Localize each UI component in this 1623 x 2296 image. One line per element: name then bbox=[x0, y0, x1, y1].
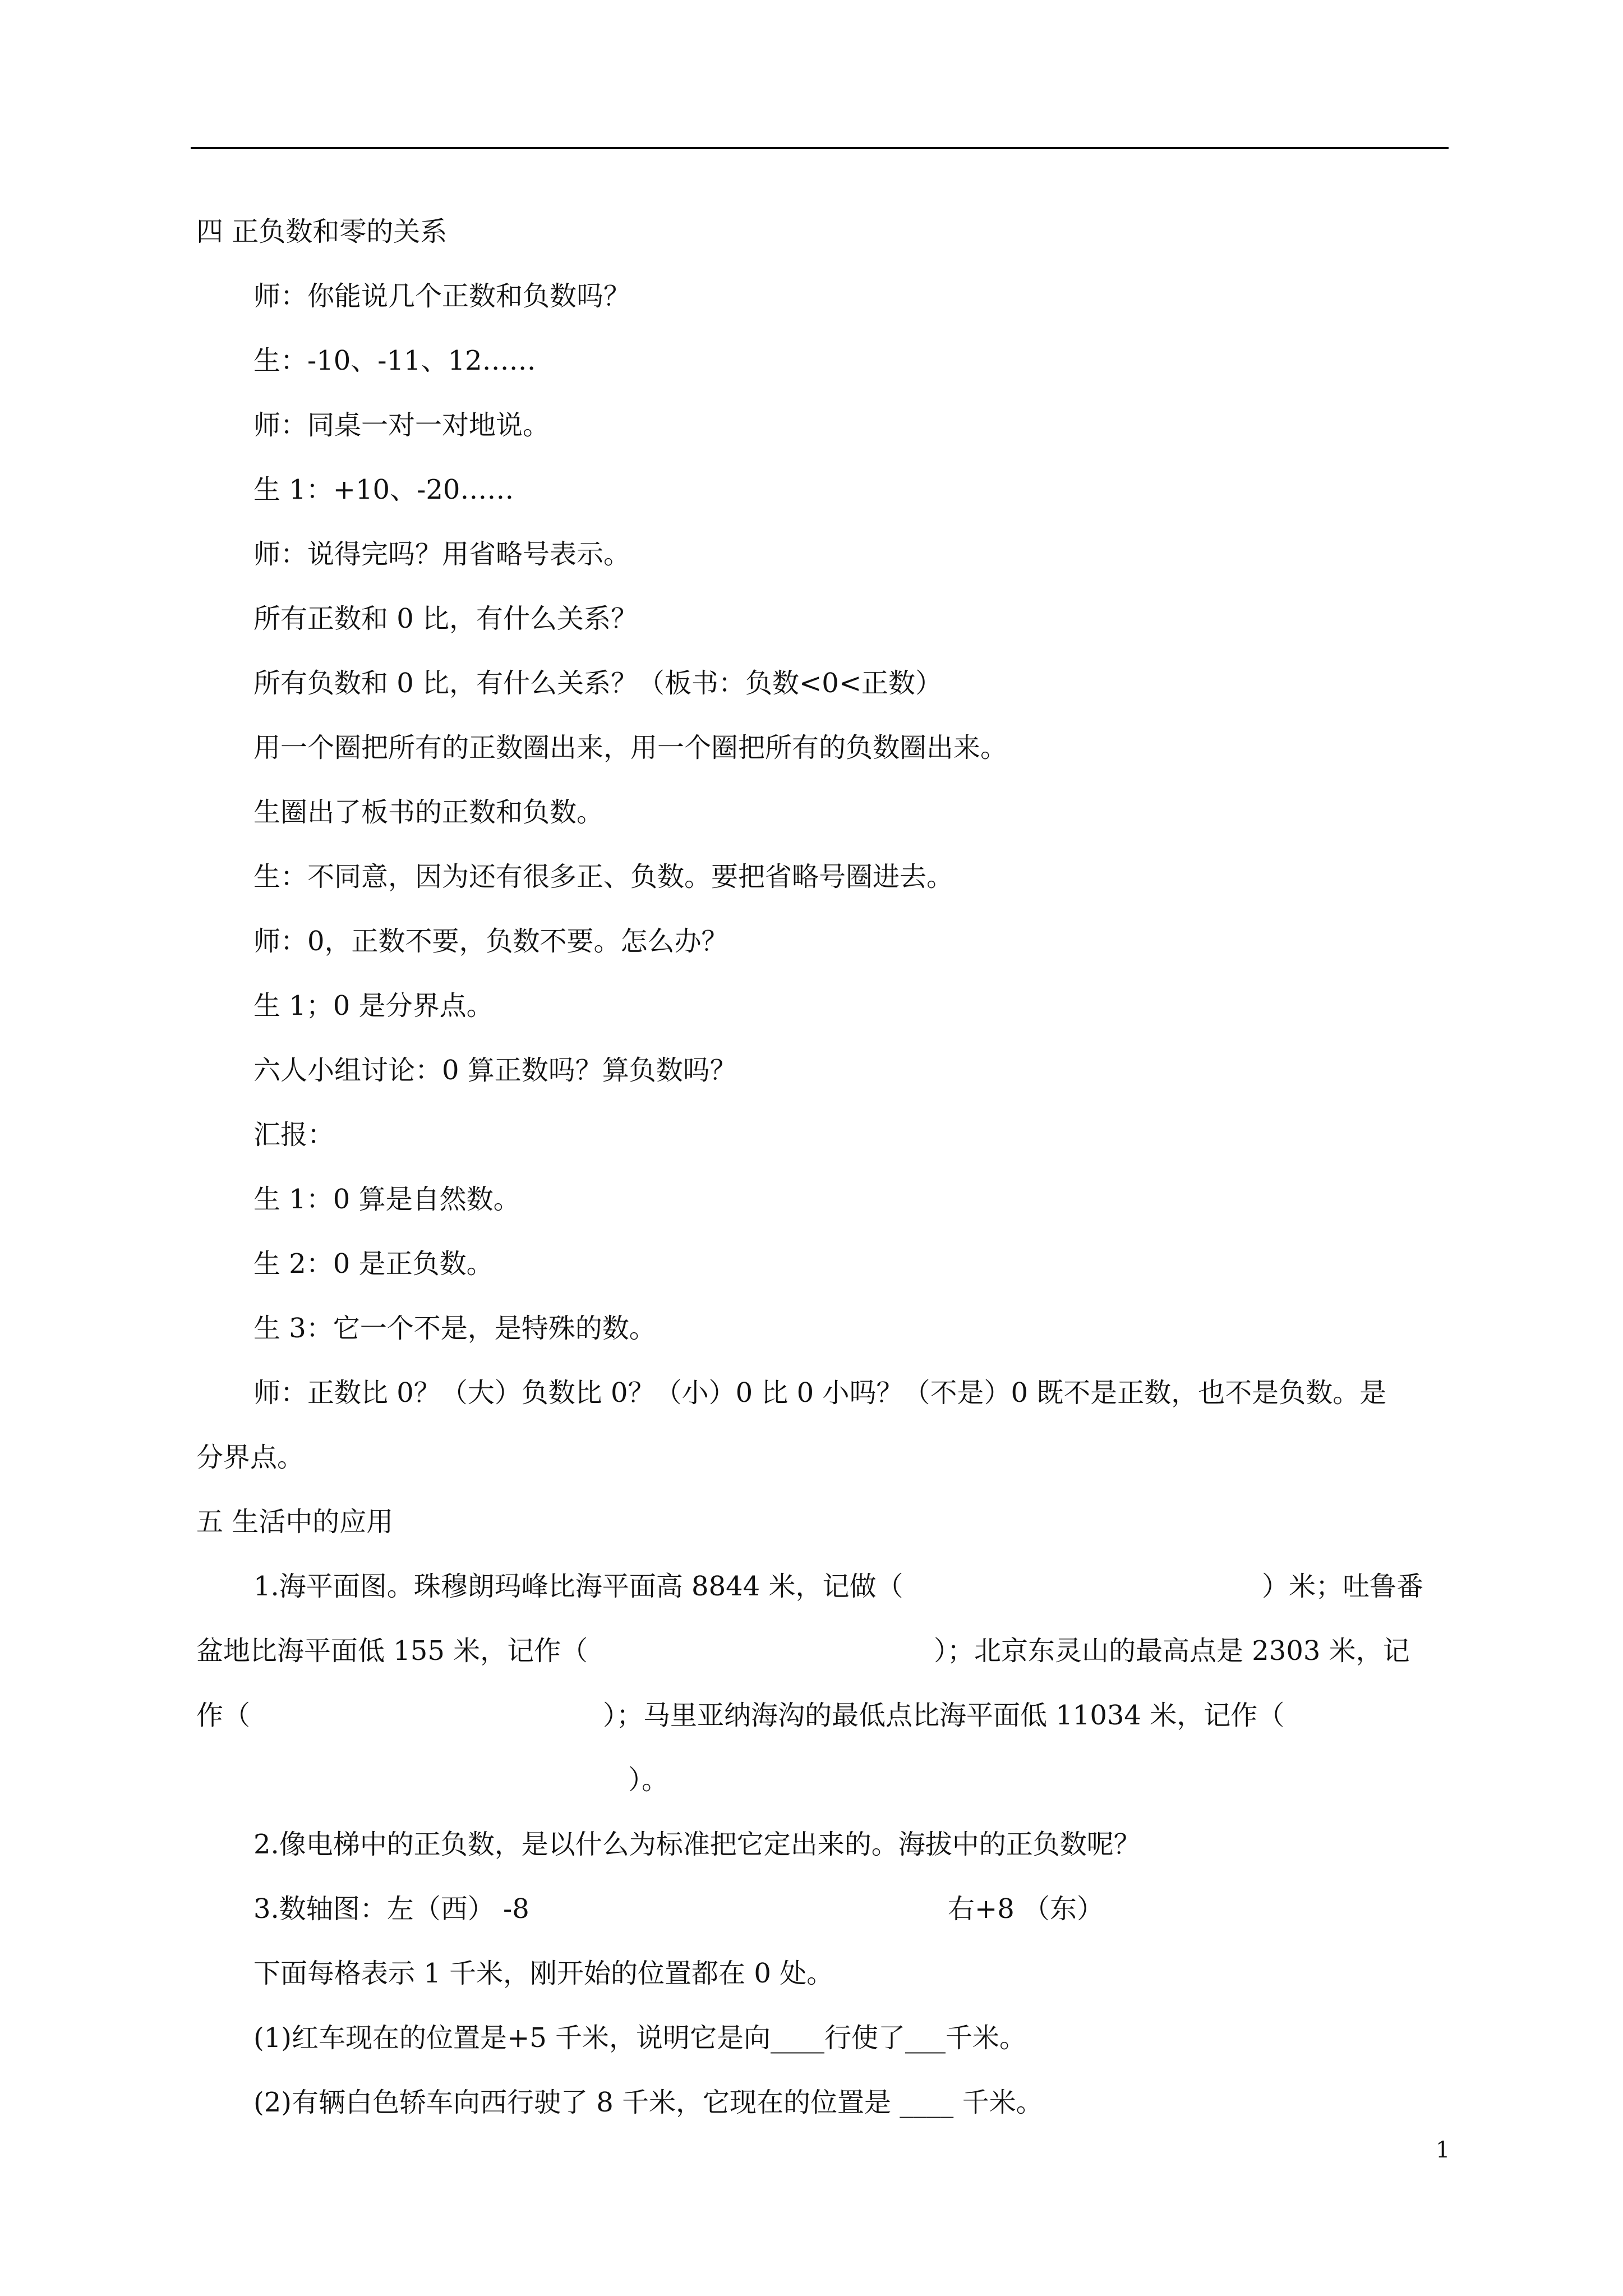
q1-line2-end: ）；北京东灵山的最高点是 2303 米，记 bbox=[934, 1635, 1410, 1667]
q3-sub2: (2)有辆白色轿车向西行驶了 8 千米，它现在的位置是 ____ 千米。 bbox=[253, 2087, 1043, 2118]
dialogue-line: 师：说得完吗？用省略号表示。 bbox=[253, 539, 631, 570]
section-5-title: 五 生活中的应用 bbox=[196, 1506, 394, 1538]
dialogue-line: 所有负数和 0 比，有什么关系？（板书：负数<0<正数） bbox=[253, 668, 943, 699]
q3-sub1: (1)红车现在的位置是+5 千米，说明它是向____行使了___千米。 bbox=[253, 2022, 1027, 2054]
dialogue-line: 生 1：+10、-20…… bbox=[253, 474, 514, 505]
q1-line3-end: ）；马里亚纳海沟的最低点比海平面低 11034 米，记作（ bbox=[603, 1700, 1285, 1731]
closing-line: 师：正数比 0？（大）负数比 0？（小）0 比 0 小吗？（不是）0 既不是正数，也不是负数。是 bbox=[253, 1377, 1387, 1409]
dialogue-line: 所有正数和 0 比，有什么关系？ bbox=[253, 603, 638, 634]
dialogue-line: 生：不同意，因为还有很多正、负数。要把省略号圈进去。 bbox=[253, 861, 954, 892]
q1-line1-end: ）米；吐鲁番 bbox=[1262, 1571, 1424, 1602]
q3-left-label: 3.数轴图：左（西） -8 bbox=[253, 1893, 529, 1925]
q2-line: 2.像电梯中的正负数，是以什么为标准把它定出来的。海拔中的正负数呢？ bbox=[253, 1829, 1141, 1860]
dialogue-line: 生圈出了板书的正数和负数。 bbox=[253, 797, 604, 828]
dialogue-line: 生 3：它一个不是，是特殊的数。 bbox=[253, 1313, 656, 1344]
q1-line3-start: 作（ bbox=[196, 1700, 251, 1731]
dialogue-line: 生 1：0 算是自然数。 bbox=[253, 1184, 520, 1215]
closing-line-continued: 分界点。 bbox=[196, 1442, 305, 1473]
dialogue-line: 生：-10、-11、12…… bbox=[253, 345, 536, 376]
dialogue-line: 师：同桌一对一对地说。 bbox=[253, 409, 550, 441]
dialogue-line: 生 2：0 是正负数。 bbox=[253, 1248, 494, 1280]
section-4-title: 四 正负数和零的关系 bbox=[196, 216, 448, 247]
dialogue-line: 师：你能说几个正数和负数吗？ bbox=[253, 280, 631, 312]
q1-line1-start: 1.海平面图。珠穆朗玛峰比海平面高 8844 米，记做（ bbox=[253, 1571, 903, 1602]
dialogue-line: 汇报： bbox=[253, 1119, 335, 1151]
dialogue-line: 用一个圈把所有的正数圈出来，用一个圈把所有的负数圈出来。 bbox=[253, 732, 1008, 763]
q1-line2-start: 盆地比海平面低 155 米，记作（ bbox=[196, 1635, 588, 1667]
dialogue-line: 师：0，正数不要，负数不要。怎么办？ bbox=[253, 926, 728, 957]
page-number: 1 bbox=[1436, 2137, 1450, 2163]
q3-note: 下面每格表示 1 千米，刚开始的位置都在 0 处。 bbox=[253, 1958, 834, 1989]
header-rule bbox=[191, 147, 1449, 149]
dialogue-line: 六人小组讨论：0 算正数吗？算负数吗？ bbox=[253, 1055, 737, 1086]
q3-right-label: 右+8 （东） bbox=[948, 1893, 1104, 1925]
dialogue-line: 生 1；0 是分界点。 bbox=[253, 990, 494, 1022]
q1-line4: ）。 bbox=[628, 1764, 669, 1796]
